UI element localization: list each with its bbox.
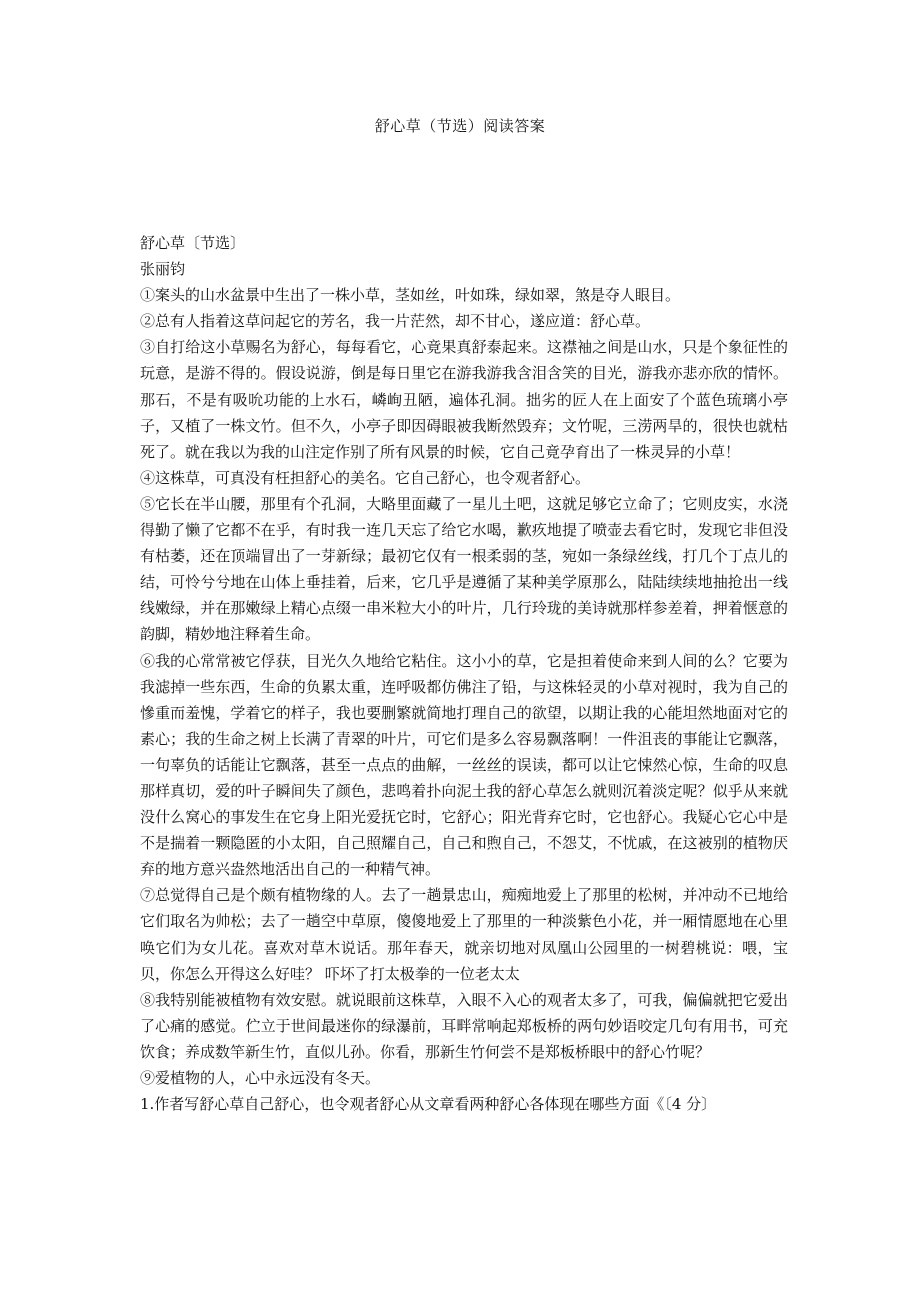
paragraph-6: ⑥我的心常常被它俘获，目光久久地给它粘住。这小小的草，它是担着使命来到人间的么？它要为我滤掉一些东西，生命的负累太重，连呼吸都仿佛注了铅，与这株轻灵的小草对视时，我为自己的慘重而羞愧，学着它的样子，我也要删繁就简地打理自己的欲望，以期让我的心能坦然地面对它的素心；我的生命之树上长满了青翠的叶片，可它们是多么容易飘落啊！一件沮丧的事能让它飘落，一句辜负的话能让它飘落，甚至一点点的曲解，一丝丝的误读，都可以让它悚然心惊，生命的叹息那样真切，爱的叶子瞬间失了颜色，悲鸣着扑向泥土我的舒心草怎么就则沉着淡定呢？似乎从来就没什么窝心的事发生在它身上阳光爱抚它时，它舒心；阳光背弃它时，它也舒心。我疑心它心中是不是揣着一颗隐匿的小太阳，自己照耀自己，自己和煦自己，不怨艾，不忧戚，在这被别的植物厌弃的地方意兴盎然地活出自己的一种精气神。	[140, 651, 788, 879]
question-1: 1.作者写舒心草自己舒心，也令观者舒心从文章看两种舒心各体现在哪些方面《〔4 分〕	[140, 1095, 717, 1114]
paragraph-3: ③自打给这小草赐名为舒心，每每看它，心竟果真舒泰起来。这襟袖之间是山水，只是个象征性的玩意，是游不得的。假设说游，倒是每日里它在游我游我含泪含笑的目光，游我亦悲亦欣的情怀。那石，不是有吸吮功能的上水石，嶙峋丑陋，遍体孔洞。拙劣的匠人在上面安了个蓝色琉璃小亭子，又植了一株文竹。但不久，小亭子即因碍眼被我断然毁弃；文竹呢，三涝两旱的，很快也就枯死了。就在我以为我的山注定作别了所有风景的时候，它自己竟孕育出了一株灵异的小草！	[140, 338, 788, 461]
paragraph-1: ①案头的山水盆景中生出了一株小草，茎如丝，叶如珠，绿如翠，煞是夺人眼目。	[140, 286, 681, 305]
paragraph-2: ②总有人指着这草问起它的芳名，我一片茫然，却不甘心，遂应道：舒心草。	[140, 312, 651, 331]
article-body	[140, 230, 788, 1117]
paragraph-5: ⑤它长在半山腰，那里有个孔洞，大略里面藏了一星儿土吧，这就足够它立命了；它则皮实，水浇得勤了懒了它都不在乎，有时我一连几天忘了给它水喝，歉疚地提了喷壶去看它时，发现它非但没有枯萎，还在顶端冒出了一芽新绿；最初它仅有一根柔弱的茎，宛如一条绿丝线，打几个丁点儿的结，可怜兮兮地在山体上垂挂着，后来，它几乎是遵循了某种美学原那么，陆陆续续地抽抢出一线线嫩绿，并在那嫩绿上精心点缀一串米粒大小的叶片，几行玲珑的美诗就那样参差着，押着惬意的韵脚，精妙地注释着生命。	[140, 494, 788, 644]
author-name: 张丽钧	[140, 260, 186, 279]
paragraph-8: ⑧我特别能被植物有效安慰。就说眼前这株草，入眼不入心的观者太多了，可我，偏偏就把它爱出了心痛的感觉。伫立于世间最迷你的绿瀑前，耳畔常响起郑板桥的两句妙语咬定几句有用书，可充饮食；养成数竿新生竹，直似儿孙。你看，那新生竹何尝不是郑板桥眼中的舒心竹呢？	[140, 990, 788, 1061]
paragraph-9: ⑨爱植物的人，心中永远没有冬天。	[140, 1069, 381, 1087]
paragraph-4: ④这株草，可真没有枉担舒心的美名。它自己舒心，也令观者舒心。	[140, 468, 591, 487]
document-title: 舒心草（节选）阅读答案	[374, 117, 546, 135]
paragraph-7: ⑦总觉得自己是个颇有植物缘的人。去了一趟景忠山，痴痴地爱上了那里的松树，并冲动不已地给它们取名为帅松；去了一趟空中草原，傻傻地爱上了那里的一种淡紫色小花，并一厢情愿地在心里唤它们为女儿花。喜欢对草木说话。那年春天，就亲切地对凤凰山公园里的一树碧桃说：喂，宝贝，你怎么开得这么好哇？ 吓坏了打太极拳的一位老太太	[140, 886, 788, 983]
essay-title: 舒心草〔节选〕	[140, 234, 246, 252]
